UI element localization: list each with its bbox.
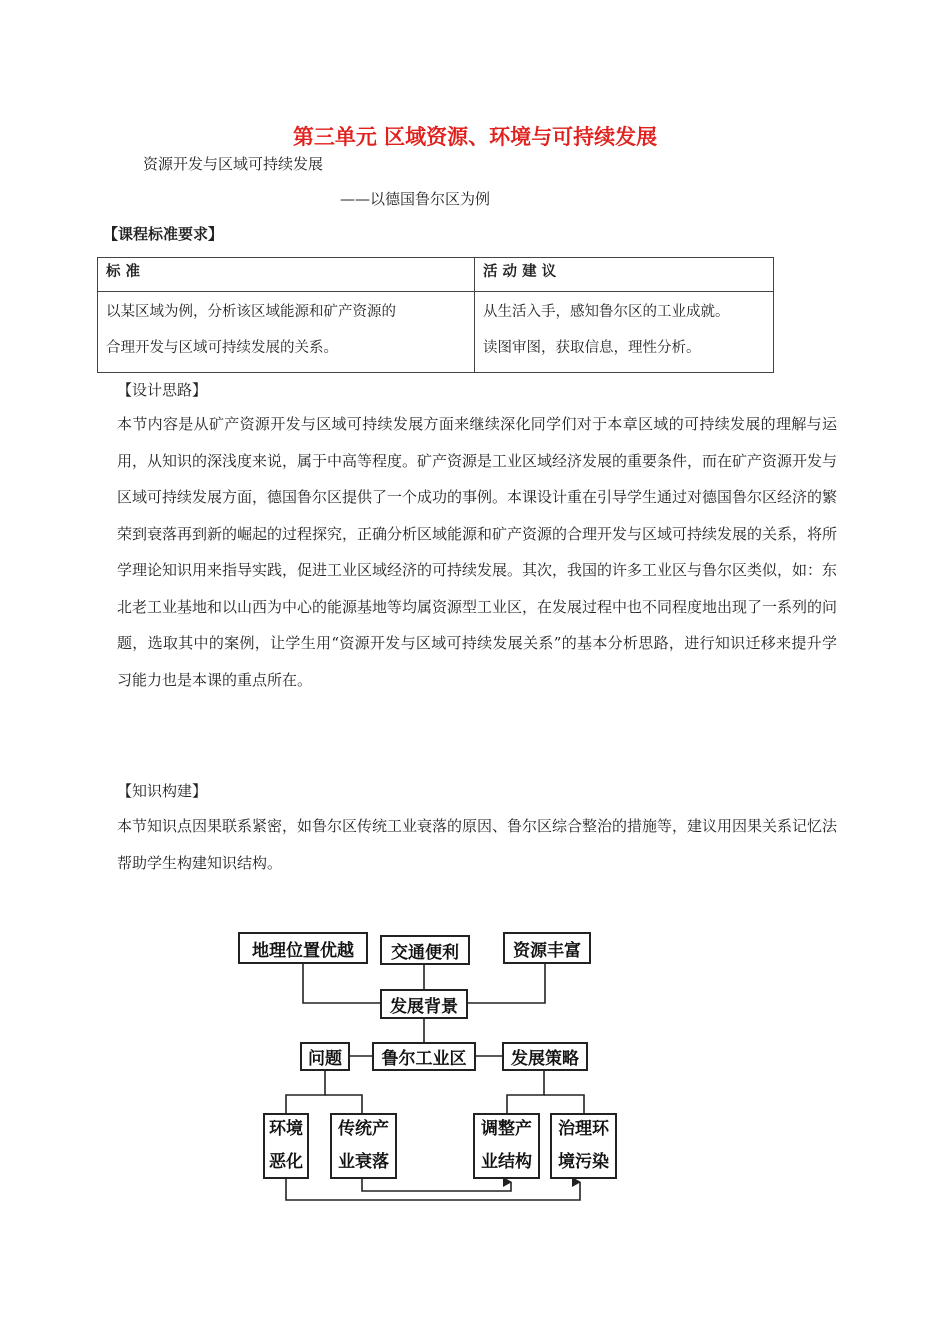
line-resources-background — [466, 963, 545, 1003]
standard-line-2: 合理开发与区域可持续发展的关系。 — [106, 340, 338, 356]
activity-line-1: 从生活入手，感知鲁尔区的工业成就。 — [483, 304, 730, 320]
industry-decline-line-1: 传统产 — [338, 1119, 389, 1139]
standards-heading: 【课程标准要求】 — [103, 225, 224, 243]
env-worsen-line-2: 恶化 — [269, 1152, 303, 1172]
col2-header: 活 动 建 议 — [475, 258, 774, 292]
knowledge-text: 本节知识点因果联系紧密，如鲁尔区传统工业衰落的原因、鲁尔区综合整治的措施等，建议用因果关系记忆法帮助学生构建知识结构。 — [117, 817, 838, 872]
treat-pollution-line-1: 治理环 — [558, 1119, 609, 1139]
standard-line-1: 以某区域为例，分析该区域能源和矿产资源的 — [106, 304, 396, 320]
adjust-structure-box — [473, 1113, 540, 1179]
industry-decline-line-2: 业衰落 — [338, 1152, 389, 1172]
design-text: 本节内容是从矿产资源开发与区域可持续发展方面来继续深化同学们对于本章区域的可持续发展的理解与运用，从知识的深浅度来说，属于中高等程度。矿产资源是工业区域经济发展的重要条件，而在矿产资源开发与区域可持续发展方面，德国鲁尔区提供了一个成功的事例。本课设计重在引导学生通过对德国鲁尔区经济的繁荣到衰落再到新的崛起的过程探究，正确分析区域能源和矿产资源的合理开发与区域可持续发展的关系，将所学理论知识用来指导实践，促进工业区域经济的可持续发展。其次，我国的许多工业区与鲁尔区类似，如：东北老工业基地和以山西为中心的能源基地等均属资源型工业区，在发展过程中也不同程度地出现了一系列的问题，选取其中的案例，让学生用“资源开发与区域可持续发展关系”的基本分析思路，进行知识迁移来提升学习能力也是本课的重点所在。 — [117, 415, 838, 689]
knowledge-paragraph — [117, 808, 837, 881]
page-title: 第三单元 区域资源、环境与可持续发展 — [292, 125, 658, 149]
resources-box: 资源丰富 — [503, 932, 591, 964]
background-box: 发展背景 — [380, 989, 468, 1019]
lesson-subtitle: ——以德国鲁尔区为例 — [340, 190, 491, 208]
treat-pollution-line-2: 境污染 — [558, 1152, 609, 1172]
line-problem-decline — [325, 1095, 362, 1115]
line-strategy-treat — [544, 1095, 584, 1115]
knowledge-heading: 【知识构建】 — [117, 782, 208, 800]
env-worsen-line-1: 环境 — [269, 1119, 303, 1139]
env-worsen-box — [263, 1113, 309, 1179]
problems-box: 问题 — [300, 1042, 350, 1071]
adjust-structure-line-2: 业结构 — [481, 1152, 532, 1172]
standards-table — [97, 257, 774, 373]
line-strategy-adjust — [507, 1070, 544, 1115]
industry-decline-box — [330, 1113, 397, 1179]
design-paragraph — [117, 406, 837, 698]
strategy-box: 发展策略 — [502, 1042, 588, 1071]
activity-line-2: 读图审图，获取信息，理性分析。 — [483, 340, 701, 356]
arrow-decline-adjust — [362, 1178, 511, 1191]
col1-header: 标 准 — [98, 258, 475, 292]
arrow-env-treat — [286, 1178, 580, 1200]
location-box: 地理位置优越 — [238, 932, 368, 964]
standard-cell — [98, 292, 475, 373]
treat-pollution-box — [550, 1113, 617, 1179]
adjust-structure-line-1: 调整产 — [481, 1119, 532, 1139]
design-heading: 【设计思路】 — [117, 381, 208, 399]
knowledge-diagram — [230, 925, 630, 1215]
transport-box: 交通便利 — [380, 935, 470, 965]
ruhr-center-box: 鲁尔工业区 — [372, 1042, 476, 1071]
lesson-title: 资源开发与区域可持续发展 — [143, 155, 324, 173]
activity-cell — [475, 292, 774, 373]
line-location-background — [303, 963, 382, 1003]
line-problem-env — [286, 1070, 325, 1115]
